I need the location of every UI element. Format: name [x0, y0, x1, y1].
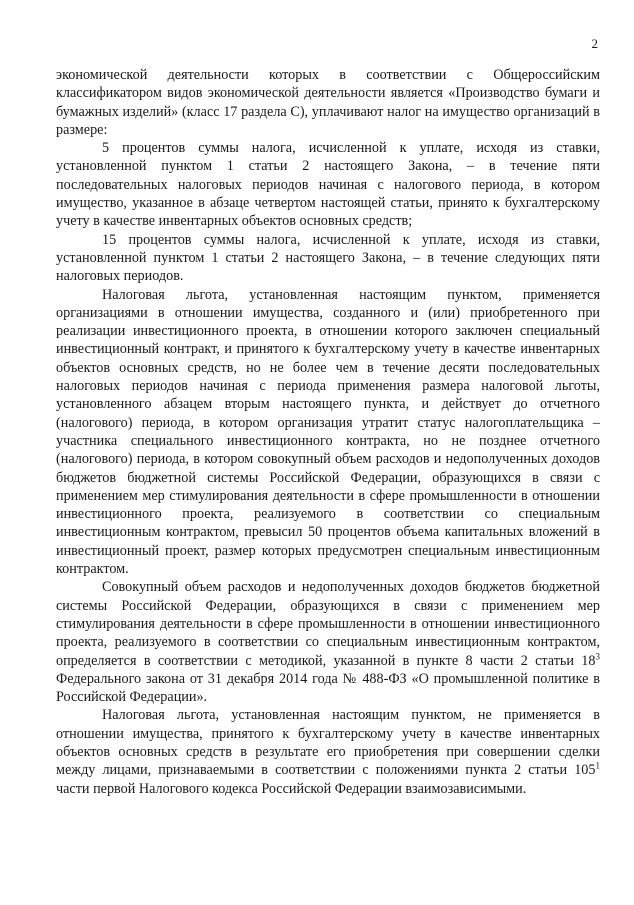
document-body [56, 66, 600, 798]
paragraph-total-expenses [56, 578, 600, 706]
paragraph-rate-15-percent: 15 процентов суммы налога, исчисленной к уплате, исходя из ставки, установленной пунктом 1 статьи 2 настоящего Закона, – в течение следующих пяти налоговых периодов. [56, 231, 600, 285]
superscript: 1 [595, 760, 600, 771]
paragraph-text: части первой Налогового кодекса Российской Федерации взаимозависимыми. [56, 780, 527, 797]
paragraph-text: Федерального закона от 31 декабря 2014 года № 488-ФЗ «О промышленной политике в Российской Федерации». [56, 670, 600, 706]
paragraph-continuation: экономической деятельности которых в соответствии с Общероссийским классификатором видов экономической деятельности является «Производство бумаги и бумажных изделий» (класс 17 раздела C), уплачивают налог на имущество организаций в размере: [56, 67, 600, 138]
page-number: 2 [591, 36, 598, 51]
paragraph-text: Совокупный объем расходов и недополученных доходов бюджетов бюджетной системы Российской Федерации, образующихся в связи с применением мер стимулирования деятельности в сфере промышленности в отношении инвестиционного проекта, реализуемого в соответствии со специальным инвестиционным контрактом, определяется в соответствии с методикой, указанной в пункте 8 части 2 статьи 18 [56, 579, 600, 669]
paragraph-rate-5-percent: 5 процентов суммы налога, исчисленной к уплате, исходя из ставки, установленной пунктом 1 статьи 2 настоящего Закона, – в течение пяти последовательных налоговых периодов начиная с налогового периода, в котором имущество, указанное в абзаце четвертом настоящей статьи, принято к бухгалтерскому учету в качестве инвентарных объектов основных средств; [56, 140, 600, 230]
paragraph-text: Налоговая льгота, установленная настоящим пунктом, не применяется в отношении имущества, принятого к бухгалтерскому учету в качестве инвентарных объектов основных средств в результате его приобретения при совершении сделки между лицами, признаваемыми в соответствии с положениями пункта 2 статьи 105 [56, 707, 600, 779]
superscript: 3 [595, 650, 600, 661]
paragraph-benefit-application: Налоговая льгота, установленная настоящим пунктом, применяется организациями в отношении имущества, созданного и (или) приобретенного при реализации инвестиционного проекта, в отношении которого заключен специальный инвестиционный контракт, и принятого к бухгалтерскому учету в качестве инвентарных объектов основных средств, но не более чем в течение десяти последовательных налоговых периодов начиная с периода применения размера налоговой льготы, установленного абзацем вторым настоящего пункта, и действует до отчетного (налогового) периода, в котором организация утратит статус налогоплательщика – участника специального инвестиционного контракта, но не позднее отчетного (налогового) периода, в котором совокупный объем расходов и недополученных доходов бюджетов бюджетной системы Российской Федерации, образующихся в связи с применением мер стимулирования деятельности в сфере промышленности в отношении инвестиционного проекта, реализуемого в соответствии со специальным инвестиционным контрактом, превысил 50 процентов объема капитальных вложений в инвестиционный проект, размер которых предусмотрен специальным инвестиционным контрактом. [56, 286, 600, 578]
paragraph-benefit-exclusion [56, 706, 600, 797]
